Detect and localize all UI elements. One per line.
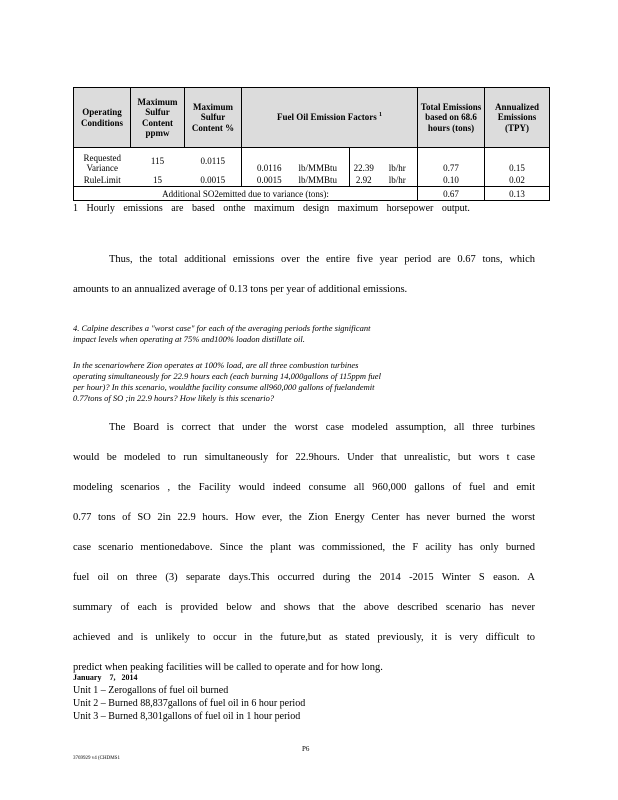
question-line: operating simultaneously for 22.9 hours each (each burning 14,000gallons of 115ppm fuel (73, 371, 381, 381)
ppmw-cell: 15 (153, 175, 162, 185)
paragraph-line: fuel oil on three (3) separate days.This occurred during the 2014 -2015 Winter S eason. A (73, 572, 535, 583)
question-line: impact levels when operating at 75% and100% loadon distillate oil. (73, 334, 305, 344)
col-header-operating-conditions: Operating Conditions (74, 88, 131, 148)
log-entry-unit-3: Unit 3 – Burned 8,301gallons of fuel oil in 1 hour period (73, 711, 301, 722)
emissions-table (73, 87, 550, 201)
factor-value-cell: 0.0015 (242, 174, 297, 187)
condition-name: Requested Variance (83, 153, 121, 173)
condition-cell (74, 148, 131, 175)
rate-value-cell: 2.92 (350, 174, 378, 187)
col-header-fuel-oil-factors (242, 88, 418, 148)
additional-emissions-row (74, 187, 550, 201)
table-row (74, 148, 550, 175)
pct-cell: 0.0115 (200, 155, 225, 166)
total-emissions-cell: 0.77 (418, 148, 485, 175)
table-row (74, 174, 550, 187)
factor-value-cell: 0.0116 (242, 148, 297, 175)
rate-unit-cell: lb/hr (388, 175, 406, 185)
col-header-annualized-emissions: Annualized Emissions (TPY) (485, 88, 550, 148)
additional-total-cell: 0.67 (418, 187, 485, 201)
paragraph-line: case scenario mentionedabove. Since the plant was commissioned, the F acility has only burned (73, 542, 535, 553)
paragraph-line: Thus, the total additional emissions over the entire five year period are 0.67 tons, which (109, 254, 535, 265)
paragraph-line: modeling scenarios , the Facility would indeed consume all 960,000 gallons of fuel and emit (73, 482, 535, 493)
question-line: 4. Calpine describes a "worst case" for each of the averaging periods forthe significant (73, 323, 371, 333)
factor-unit-cell: lb/MMBtu (298, 162, 338, 173)
factor-unit-cell: lb/MMBtu (298, 175, 338, 185)
additional-emissions-label: Additional SO2emitted due to variance (tons): (74, 187, 418, 201)
question-4-scenario (73, 360, 533, 404)
fuel-oil-factors-label: Fuel Oil Emission Factors (277, 112, 377, 123)
fuel-oil-factors-footnote-ref: 1 (379, 112, 382, 119)
paragraph-line: would be modeled to run simultaneously for 22.9hours. Under that unrealistic, but wors t case (73, 452, 535, 463)
answer-paragraph (73, 413, 535, 683)
question-line: per hour)? In this scenario, wouldthe facility consume all960,000 gallons of fuelandemit (73, 382, 375, 392)
log-date: January 7, 2014 (73, 673, 138, 682)
paragraph-line: The Board is correct that under the worst case modeled assumption, all three turbines (109, 422, 535, 433)
annualized-emissions-cell: 0.02 (485, 174, 550, 187)
additional-annualized-cell: 0.13 (485, 187, 550, 201)
paragraph-line: achieved and is unlikely to occur in the future,but as stated previously, it is very difficult to (73, 632, 535, 643)
paragraph-line: summary of each is provided below and shows that the above described scenario has never (73, 602, 535, 613)
page-number: P6 (302, 745, 310, 753)
fuel-oil-log (73, 671, 305, 723)
condition-cell: RuleLimit (74, 174, 131, 187)
paragraph-line: predict when peaking facilities will be called to operate and for how long. (73, 662, 383, 673)
paragraph-line: 0.77 tons of SO 2in 22.9 hours. How ever, the Zion Energy Center has never burned the worst (73, 512, 535, 523)
rate-value-cell: 22.39 (350, 148, 378, 175)
ppmw-cell: 115 (150, 155, 165, 166)
col-header-total-emissions: Total Emissions based on 68.6 hours (tons) (418, 88, 485, 148)
paragraph-line: amounts to an annualized average of 0.13 tons per year of additional emissions. (73, 284, 408, 295)
table-footnote: 1 Hourly emissions are based onthe maximum design maximum horsepower output. (73, 203, 470, 214)
question-4 (73, 323, 533, 345)
col-header-max-sulfur-ppmw: Maximum Sulfur Content ppmw (131, 88, 185, 148)
total-emissions-cell: 0.10 (418, 174, 485, 187)
question-line: 0.77tons of SO ;in 22.9 hours? How likely is this scenario? (73, 393, 275, 403)
log-entry-unit-1: Unit 1 – Zerogallons of fuel oil burned (73, 685, 229, 696)
log-entry-unit-2: Unit 2 – Burned 88,837gallons of fuel oil in 6 hour period (73, 698, 306, 709)
table-header-row (74, 88, 550, 148)
document-id: 3769929 v4 (CHDMS1 (73, 756, 120, 761)
annualized-emissions-cell: 0.15 (485, 148, 550, 175)
rate-unit-cell: lb/hr (388, 162, 406, 173)
question-line: In the scenariowhere Zion operates at 100% load, are all three combustion turbines (73, 360, 359, 370)
pct-cell: 0.0015 (200, 175, 226, 185)
col-header-max-sulfur-pct: Maximum Sulfur Content % (185, 88, 242, 148)
summary-paragraph (73, 245, 535, 305)
